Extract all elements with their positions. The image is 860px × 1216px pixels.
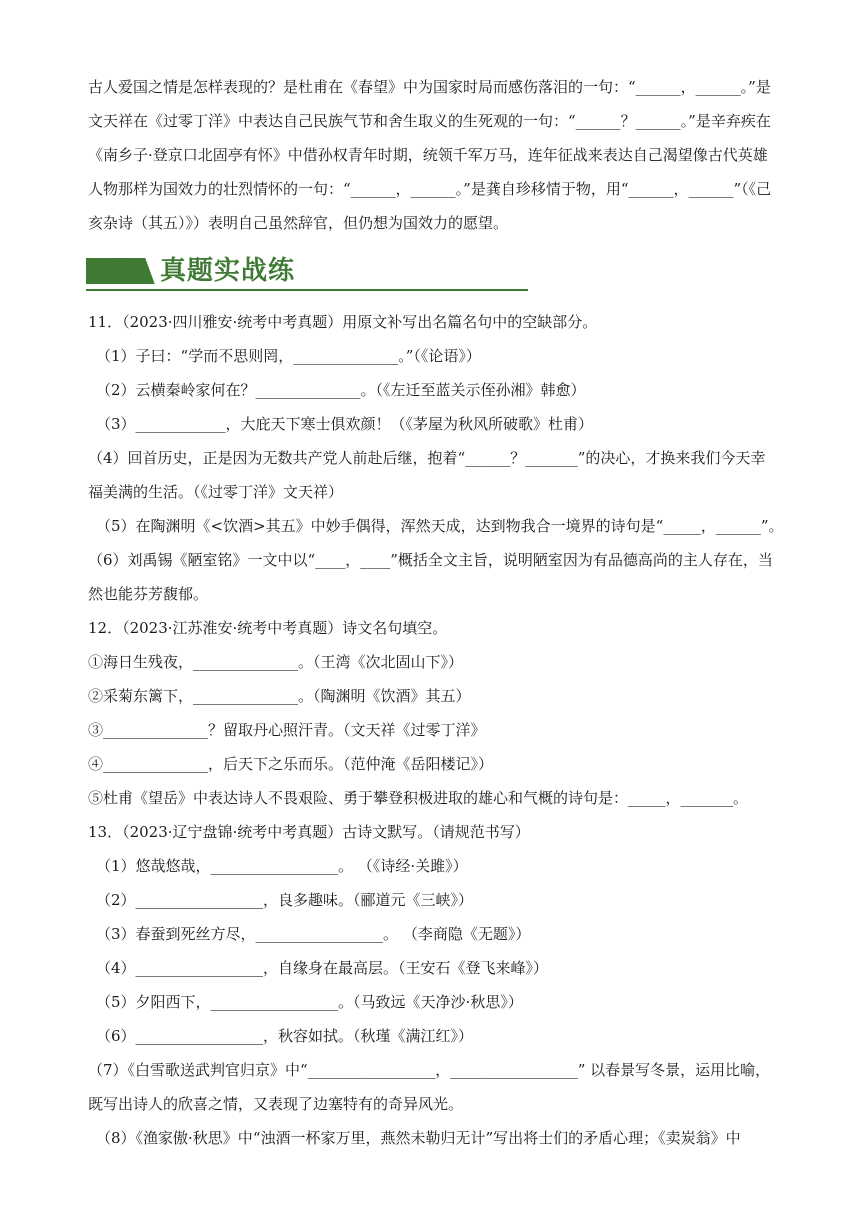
q12-stem: 12．（2023·江苏淮安·统考中考真题）诗文名句填空。: [88, 619, 448, 637]
q11-stem: 11．（2023·四川雅安·统考中考真题）用原文补写出名篇名句中的空缺部分。: [88, 313, 598, 331]
q12-item-1: ①海日生残夜，______________。（王湾《次北固山下》）: [88, 653, 464, 671]
q13-item-3: （3）春蚕到死丝方尽，_________________。 （李商隐《无题》）: [96, 925, 531, 943]
q11-item-3: （3）____________，大庇天下寒士俱欢颜！（《茅屋为秋风所破歌》杜甫）: [96, 415, 594, 433]
q11-item-6: （6）刘禹锡《陋室铭》一文中以“____，____”概括全文主旨，说明陋室因为有品德高尚的主人存在，当然也能芬芳馥郁。: [88, 551, 773, 603]
q13-item-5: （5）夕阳西下，_________________。（马致远《天净沙·秋思》）: [96, 993, 523, 1011]
q13-item-6: （6）_________________，秋容如拭。（秋瑾《满江红》）: [96, 1027, 474, 1045]
q12-item-3: ③______________？留取丹心照汗青。（文天祥《过零丁洋》: [88, 721, 486, 739]
q11-item-4: （4）回首历史，正是因为无数共产党人前赴后继，抱着“______？_______”的决心，才换来我们今天幸福美满的生活。（《过零丁洋》文天祥）: [88, 449, 766, 501]
q12-item-2: ②采菊东篱下，______________。（陶渊明《饮酒》其五）: [88, 687, 471, 705]
q13-item-4: （4）_________________，自缘身在最高层。（王安石《登飞来峰》）: [96, 959, 549, 977]
q11-item-2: （2）云横秦岭家何在？______________。（《左迁至蓝关示侄孙湘》韩愈）: [96, 381, 586, 399]
intro-paragraph: 古人爱国之情是怎样表现的？是杜甫在《春望》中为国家时局而感伤落泪的一句：“______，______。”是文天祥在《过零丁洋》中表达自己民族气节和舍生取义的生死观的一句：“______？______。”是辛弃疾在《南乡子·登京口北固亭有怀》中借孙权青年时期，统领千军万马，连年征战来表达自己渴望像古代英雄人物那样为国效力的壮烈情怀的一句：“______，______。”是龚自珍移情于物，用“______，______”（《己亥杂诗（其五）》）表明自己虽然辞官，但仍想为国效力的愿望。: [88, 78, 772, 232]
q12-item-4: ④______________，后天下之乐而乐。（范仲淹《岳阳楼记》）: [88, 755, 494, 773]
q13-item-8: （8）《渔家傲·秋思》中“浊酒一杯家万里，燕然未勒归无计”写出将士们的矛盾心理；《卖炭翁》中: [96, 1129, 741, 1147]
q11-item-1: （1）子曰：“学而不思则罔，______________。”（《论语》）: [96, 347, 481, 365]
section-banner: [86, 252, 528, 292]
q13-item-7: （7）《白雪歌送武判官归京》中“_________________，_________________” 以春景写冬景，运用比喻，既写出诗人的欣喜之情，又表现了边塞特有的奇异风光。: [88, 1061, 771, 1113]
q13-item-1: （1）悠哉悠哉，_________________。 （《诗经·关雎》）: [96, 857, 468, 875]
q13-stem: 13．（2023·辽宁盘锦·统考中考真题）古诗文默写。（请规范书写）: [88, 823, 530, 841]
q11-item-5: （5）在陶渊明《<饮酒>其五》中妙手偶得，浑然天成，达到物我合一境界的诗句是“_____，______”。: [96, 517, 784, 535]
section-underline: [86, 289, 528, 291]
q13-item-2: （2）_________________，良多趣味。（郦道元《三峡》）: [96, 891, 474, 909]
q12-item-5: ⑤杜甫《望岳》中表达诗人不畏艰险、勇于攀登积极进取的雄心和气概的诗句是：_____，_______。: [88, 789, 749, 807]
section-title: 真题实战练: [160, 256, 296, 286]
